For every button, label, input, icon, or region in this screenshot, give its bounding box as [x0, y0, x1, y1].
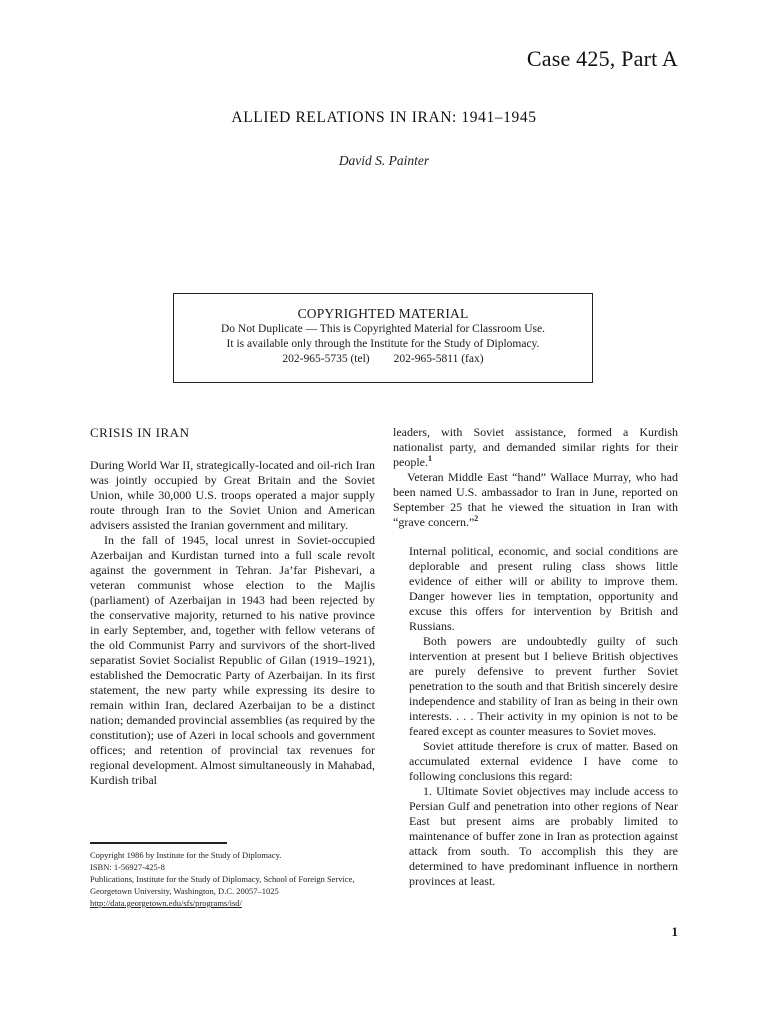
footnote-ref-1: 1	[428, 454, 432, 463]
quote-paragraph-3: Soviet attitude therefore is crux of matter. Based on accumulated external evidence I have come to following conclusions this regard:	[409, 739, 678, 783]
paragraph-4-text: Veteran Middle East “hand” Wallace Murray, who had been named U.S. ambassador to Iran in June, reported on September 25 that he viewed the situation in Iran with “grave concern.”	[393, 470, 678, 529]
body-paragraph-2: In the fall of 1945, local unrest in Soviet-occupied Azerbaijan and Kurdistan turned into a full scale revolt against the government in Tehran. Ja’far Pishevari, a veteran communist whose election to the Majlis (parliament) of Azerbaijan in 1943 had been rejected by the conservative majority, returned to his native province in early September, and, together with fellow veterans of the old Communist Parry and survivors of the short-lived separatist Soviet Socialist Republic of Gilan (1919–1921), established the Democratic Party of Azerbaijan. In its first statement, the new party while expressing its desire to remain within Iran, declared Azerbaijan to be a distinct nation; demanded provincial assemblies (as required by the constitution); use of Azeri in local schools and government offices; and retention of provincial tax revenues for regional development. Almost simultaneously in Mahabad, Kurdish tribal	[90, 533, 375, 787]
section-heading: CRISIS IN IRAN	[90, 425, 190, 440]
left-column	[90, 425, 375, 788]
footnote-divider	[90, 842, 227, 844]
body-paragraph-3	[393, 425, 678, 470]
footnotes	[90, 849, 380, 909]
quote-paragraph-1: Internal political, economic, and social conditions are deplorable and present ruling class shows little evidence of either will or ability to improve them. Danger however lies in temptation, opportunity and excuse this offers for intervention by British and Russians.	[409, 544, 678, 633]
author-name: David S. Painter	[338, 153, 430, 168]
right-column	[393, 425, 678, 889]
quote-paragraph-2: Both powers are undoubtedly guilty of such intervention at present but I believe British objectives are purely defensive to prevent further Soviet penetration to the south and that British sincerely desire independence and stability of Iran as being in their own interests. . . . Their activity in my opinion is not to be feared except as counter measures to Soviet moves.	[409, 634, 678, 738]
tel-number: 202-965-5735 (tel)	[282, 353, 370, 365]
copyright-heading: COPYRIGHTED MATERIAL	[297, 306, 469, 321]
document-title: ALLIED RELATIONS IN IRAN: 1941–1945	[231, 109, 537, 126]
page-number: 1	[671, 924, 678, 939]
paragraph-3-text: leaders, with Soviet assistance, formed a Kurdish nationalist party, and demanded similar rights for their people.	[393, 425, 678, 469]
copyright-line-2: It is available only through the Institute for the Study of Diplomacy.	[226, 338, 540, 350]
copyright-notice-box	[173, 293, 593, 383]
body-paragraph-1: During World War II, strategically-located and oil-rich Iran was jointly occupied by Great Britain and the Soviet Union, while 30,000 U.S. troops operated a major supply route through Iran to the Soviet Union and American advisers assisted the Iranian government and military.	[90, 458, 375, 532]
footnote-ref-2: 2	[474, 514, 479, 523]
body-paragraph-4	[393, 470, 678, 530]
fax-number: 202-965-5811 (fax)	[393, 353, 484, 365]
copyright-line-1: Do Not Duplicate — This is Copyrighted Material for Classroom Use.	[221, 323, 545, 335]
footnote-copyright: Copyright 1986 by Institute for the Study of Diplomacy.	[90, 850, 282, 860]
quote-paragraph-4: 1. Ultimate Soviet objectives may include access to Persian Gulf and penetration into other regions of Near East but present aims are probably limited to maintenance of buffer zone in Iran as protection against attack from south. To accomplish this they are determined to have predominant influence in northern provinces at least.	[409, 784, 678, 888]
footnote-publisher	[90, 873, 380, 909]
footnote-isbn: ISBN: 1-56927-425-8	[90, 862, 165, 872]
case-label: Case 425, Part A	[526, 46, 678, 71]
block-quote	[409, 544, 678, 889]
contact-numbers	[174, 352, 592, 367]
isd-website-link[interactable]: http://data.georgetown.edu/sfs/programs/isd/	[90, 898, 242, 908]
publisher-text: Publications, Institute for the Study of Diplomacy, School of Foreign Service, Georgetown University, Washington, D.C. 20057–1025	[90, 874, 355, 896]
